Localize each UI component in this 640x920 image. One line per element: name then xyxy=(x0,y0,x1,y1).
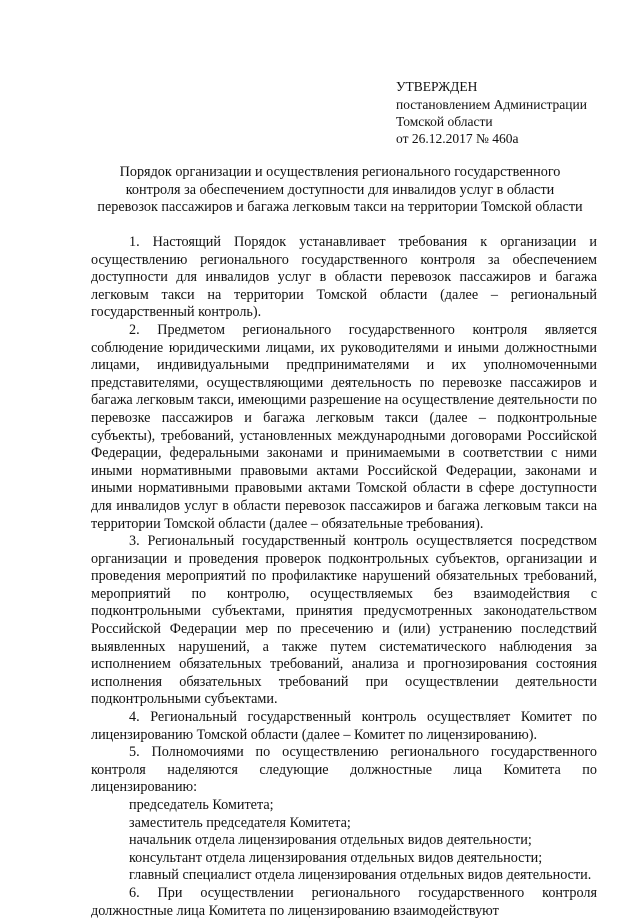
paragraph-5: 5. Полномочиями по осуществлению регионального государственного контроля наделяются следующие должностные лица Комитета по лицензированию: xyxy=(91,744,597,796)
official-item: начальник отдела лицензирования отдельных видов деятельности; xyxy=(129,832,532,849)
document-title-line-2: контроля за обеспечением доступности для инвалидов услуг в области xyxy=(125,181,555,198)
approval-stamp xyxy=(396,78,626,147)
official-item: главный специалист отдела лицензирования отдельных видов деятельности. xyxy=(129,867,592,884)
approval-line-3: от 26.12.2017 № 460а xyxy=(396,131,519,146)
approval-line-1: постановлением Администрации xyxy=(396,97,587,112)
official-item: заместитель председателя Комитета; xyxy=(129,814,351,831)
paragraph-4: 4. Региональный государственный контроль осуществляет Комитет по лицензированию Томской области (далее – Комитет по лицензированию). xyxy=(91,709,597,743)
document-title xyxy=(60,164,620,217)
paragraph-3: 3. Региональный государственный контроль осуществляется посредством организации и проведения проверок подконтрольных субъектов, организации и проведения мероприятий по профилактике нарушений обязательных требований, мероприятий по контролю, осуществляемых без взаимодействия с подконтрольными субъектами, принятия предусмотренных законодательством Российской Федерации мер по пресечению и (или) устранению последствий выявленных нарушений, а также путем систематического наблюдения за исполнением обязательных требований, анализа и прогнозирования состояния исполнения обязательных требований при осуществлении деятельности подконтрольными субъектами. xyxy=(91,533,597,708)
document-title-line-1: Порядок организации и осуществления регионального государственного xyxy=(119,164,561,180)
approval-line-2: Томской области xyxy=(396,114,493,129)
paragraph-2: 2. Предметом регионального государственного контроля является соблюдение юридическими лицами, их руководителями и иными должностными лицами, индивидуальными предпринимателями и их уполномоченными представителями, осуществляющими деятельность по перевозке пассажиров и багажа легковым такси, имеющими разрешение на осуществление деятельности по перевозке пассажиров и багажа легковым такси (далее – подконтрольные субъекты), требований, установленных международными договорами Российской Федерации, федеральными законами и принимаемыми в соответствии с ними иными нормативными правовыми актами Российской Федерации, законами и иными нормативными правовыми актами Томской области в сфере доступности для инвалидов услуг в области перевозок пассажиров и багажа легковым такси на территории Томской области (далее – обязательные требования). xyxy=(91,321,597,532)
approval-title: УТВЕРЖДЕН xyxy=(396,79,478,94)
document-title-line-3: перевозок пассажиров и багажа легковым такси на территории Томской области xyxy=(97,199,583,215)
official-item: консультант отдела лицензирования отдельных видов деятельности; xyxy=(129,849,543,866)
official-item: председатель Комитета; xyxy=(129,797,274,813)
document-body xyxy=(91,234,597,920)
paragraph-6: 6. При осуществлении регионального государственного контроля должностные лица Комитета по лицензированию взаимодействуют xyxy=(91,884,597,919)
paragraph-1: 1. Настоящий Порядок устанавливает требования к организации и осуществлению регионального государственного контроля за обеспечением доступности для инвалидов услуг в области перевозок пассажиров и багажа легковым такси на территории Томской области (далее – региональный государственный контроль). xyxy=(91,234,597,321)
